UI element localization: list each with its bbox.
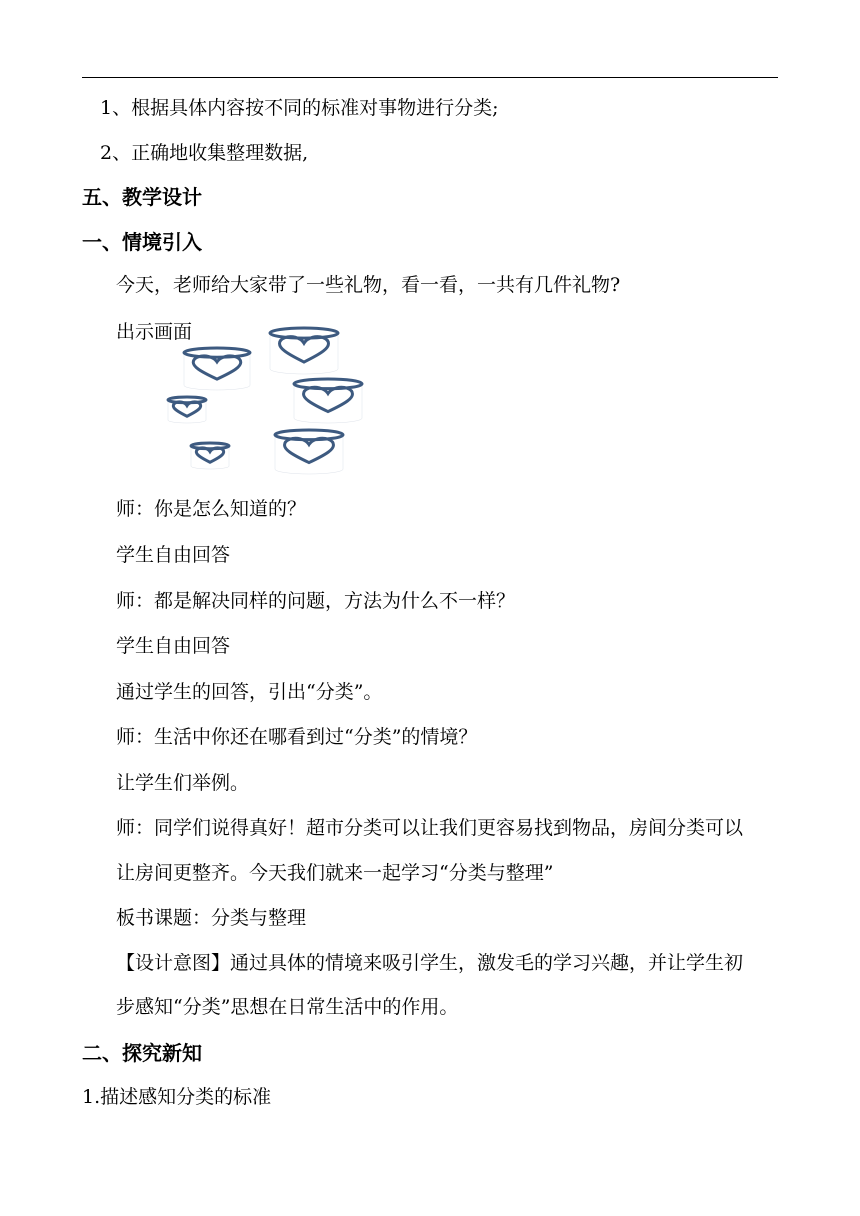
gift-box-icon xyxy=(184,348,250,390)
subsection-describe-classification-criteria: 1.描述感知分类的标准 xyxy=(82,1086,272,1108)
gift-boxes-illustration xyxy=(160,318,380,482)
section-title-teaching-design: 五、教学设计 xyxy=(82,185,202,209)
paragraph-teacher-question-1: 师：你是怎么知道的？ xyxy=(116,498,307,520)
gift-box-icon xyxy=(270,328,338,374)
paragraph-teacher-summary-line-2: 让房间更整齐。今天我们就来一起学习“分类与整理” xyxy=(116,862,554,884)
paragraph-lead-classification: 通过学生的回答，引出“分类”。 xyxy=(116,681,383,703)
objective-item-2: 2、正确地收集整理数据, xyxy=(100,142,309,164)
paragraph-design-intent-line-1: 【设计意图】通过具体的情境来吸引学生，激发毛的学习兴趣，并让学生初 xyxy=(116,952,744,974)
paragraph-student-answer-2: 学生自由回答 xyxy=(116,635,231,657)
paragraph-teacher-summary-line-1: 师：同学们说得真好！超市分类可以让我们更容易找到物品，房间分类可以 xyxy=(116,817,744,839)
paragraph-student-examples: 让学生们举例。 xyxy=(116,772,250,794)
gift-box-icon xyxy=(275,430,343,474)
paragraph-board-topic: 板书课题：分类与整理 xyxy=(116,907,307,929)
gift-box-icon xyxy=(294,379,362,423)
paragraph-intro: 今天，老师给大家带了一些礼物，看一看，一共有几件礼物? xyxy=(116,274,621,296)
paragraph-show-picture: 出示画面 xyxy=(116,321,193,343)
paragraph-design-intent-line-2: 步感知“分类”思想在日常生活中的作用。 xyxy=(116,996,459,1018)
objective-item-1: 1、根据具体内容按不同的标准对事物进行分类; xyxy=(100,97,499,119)
paragraph-teacher-question-2: 师：都是解决同样的问题，方法为什么不一样？ xyxy=(116,590,516,612)
gift-box-icon xyxy=(168,397,206,423)
part-title-scenario-intro: 一、情境引入 xyxy=(82,230,202,254)
paragraph-student-answer-1: 学生自由回答 xyxy=(116,544,231,566)
paragraph-teacher-question-3: 师：生活中你还在哪看到过“分类”的情境？ xyxy=(116,726,478,748)
part-title-explore-new-knowledge: 二、探究新知 xyxy=(82,1041,202,1065)
header-rule xyxy=(82,77,778,78)
gift-box-icon xyxy=(191,443,229,469)
